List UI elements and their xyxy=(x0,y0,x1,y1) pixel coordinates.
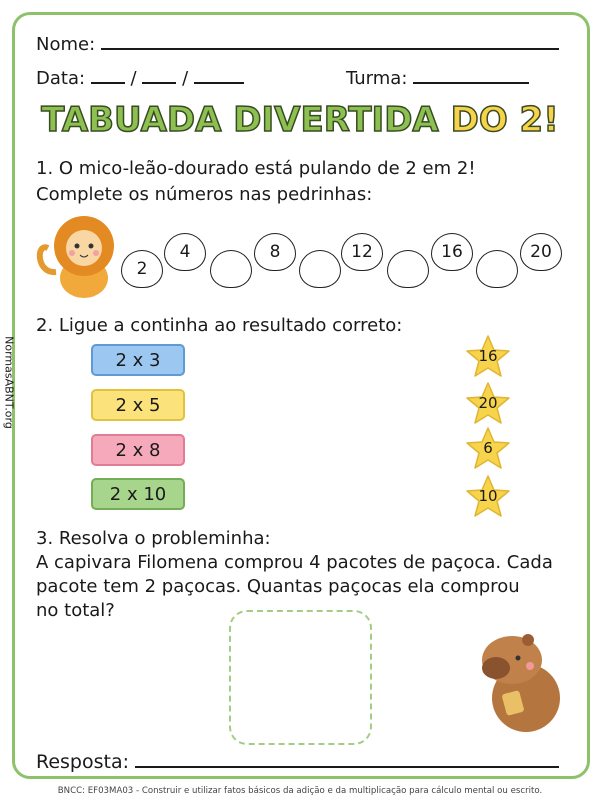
section1-text xyxy=(36,156,476,208)
side-watermark: NormasABNT.org xyxy=(2,336,16,429)
expression-box[interactable]: 2 x 3 xyxy=(91,344,185,376)
stone-empty[interactable] xyxy=(476,250,518,288)
result-star[interactable] xyxy=(465,381,511,427)
section3-heading: 3. Resolva o probleminha: xyxy=(36,528,271,549)
stone-empty[interactable] xyxy=(387,250,429,288)
title-accent: DO 2! xyxy=(450,100,559,140)
date-separator: / xyxy=(130,68,137,89)
section1-instruction: Complete os números nas pedrinhas: xyxy=(36,184,373,205)
date-separator: / xyxy=(182,68,189,89)
section2-heading: 2. Ligue a continha ao resultado correto: xyxy=(36,315,403,336)
answer-field[interactable] xyxy=(135,750,559,768)
problem-line: A capivara Filomena comprou 4 pacotes de paçoca. Cada xyxy=(36,552,553,573)
expression-box[interactable]: 2 x 8 xyxy=(91,434,185,466)
result-star[interactable] xyxy=(465,474,511,520)
day-field[interactable] xyxy=(91,66,125,84)
stone-filled: 16 xyxy=(431,233,473,271)
result-value: 20 xyxy=(478,394,498,412)
date-label: Data: xyxy=(36,68,86,89)
name-field[interactable] xyxy=(101,32,559,50)
result-value: 16 xyxy=(478,347,498,365)
result-value: 6 xyxy=(483,439,493,457)
stone-empty[interactable] xyxy=(210,250,252,288)
working-area[interactable] xyxy=(229,610,372,745)
footer-bncc: BNCC: EF03MA03 - Construir e utilizar fatos básicos da adição e da multiplicação para cálculo mental ou escrito. xyxy=(57,786,543,796)
month-field[interactable] xyxy=(142,66,176,84)
lion-tamarin-icon xyxy=(34,212,126,298)
expression-box[interactable]: 2 x 10 xyxy=(91,478,185,510)
title-main: TABUADA DIVERTIDA xyxy=(41,100,439,140)
class-label: Turma: xyxy=(346,68,408,89)
result-value: 10 xyxy=(478,487,498,505)
stone-empty[interactable] xyxy=(299,250,341,288)
section3-text xyxy=(36,527,553,623)
stone-filled: 12 xyxy=(341,233,383,271)
answer-label: Resposta: xyxy=(36,751,130,773)
problem-line: pacote tem 2 paçocas. Quantas paçocas ela comprou xyxy=(36,576,520,597)
answer-row xyxy=(36,750,559,773)
stone-filled: 8 xyxy=(254,233,296,271)
stone-filled: 20 xyxy=(520,233,562,271)
year-field[interactable] xyxy=(194,66,244,84)
capybara-icon xyxy=(474,618,566,734)
result-star[interactable] xyxy=(465,426,511,472)
name-label: Nome: xyxy=(36,34,96,55)
name-row xyxy=(36,32,559,55)
result-star[interactable] xyxy=(465,334,511,380)
expression-box[interactable]: 2 x 5 xyxy=(91,389,185,421)
problem-line: no total? xyxy=(36,600,115,621)
section1-heading: 1. O mico-leão-dourado está pulando de 2 em 2! xyxy=(36,158,476,179)
stone-filled: 4 xyxy=(164,233,206,271)
class-field[interactable] xyxy=(413,66,529,84)
date-row xyxy=(36,66,566,89)
worksheet-title xyxy=(0,100,600,140)
stone-filled: 2 xyxy=(121,250,163,288)
